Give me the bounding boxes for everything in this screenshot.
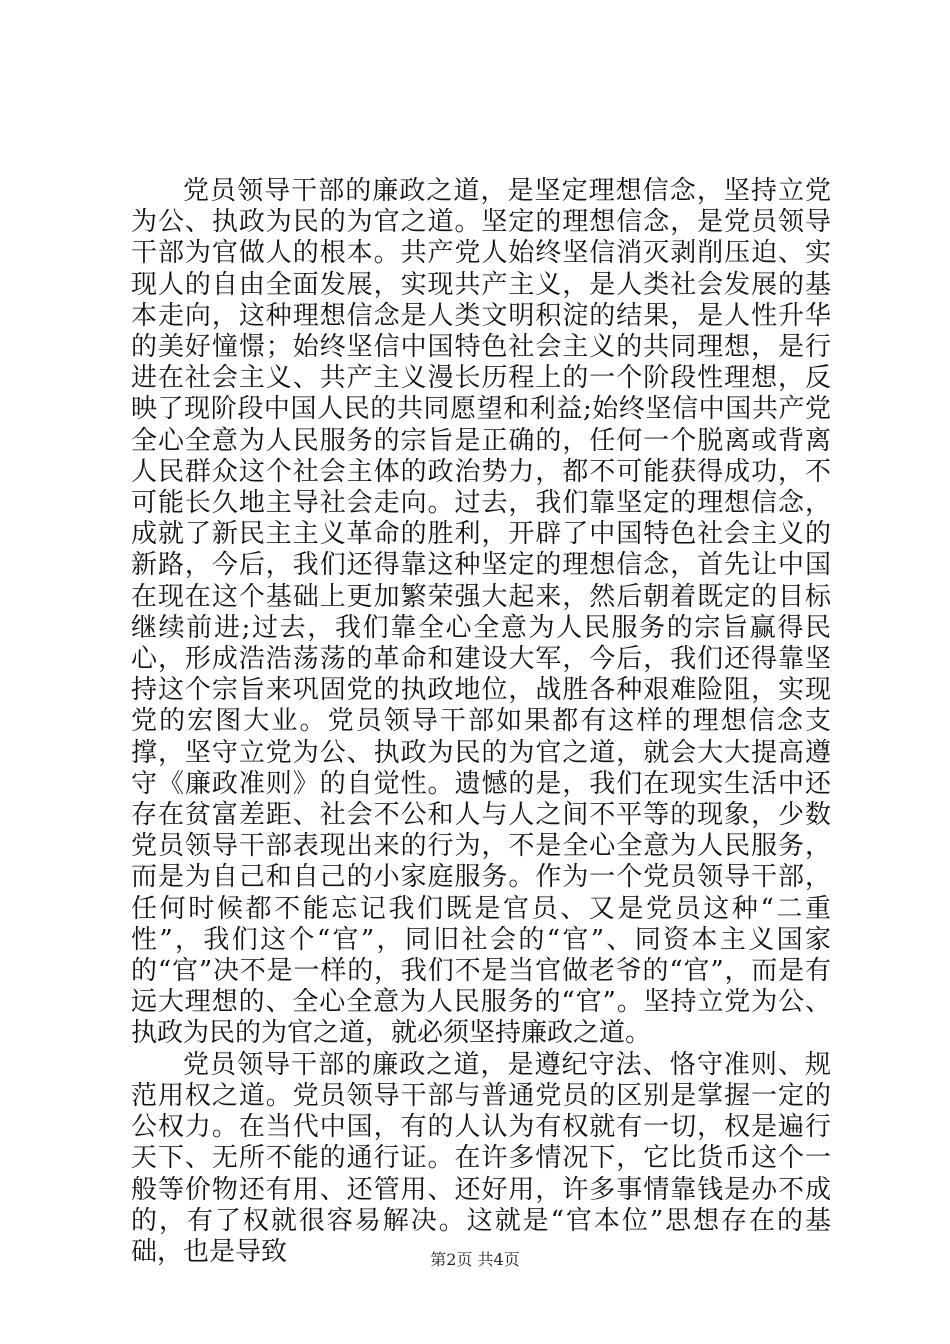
page-number-label: 第2页 共4页	[430, 1250, 520, 1269]
paragraph-2: 党员领导干部的廉政之道，是遵纪守法、恪守准则、规范用权之道。党员领导干部与普通党员的区别是掌握一定的公权力。在当代中国，有的人认为有权就有一切，权是遍行天下、无所不能的通行证。在许多情况下，它比货币这个一般等价物还有用、还管用、还好用，许多事情靠钱是办不成的，有了权就很容易解决。这就是“官本位”思想存在的基础，也是导致	[131, 1049, 831, 1267]
page-footer	[0, 1247, 950, 1270]
document-body	[131, 176, 831, 1268]
paragraph-1: 党员领导干部的廉政之道，是坚定理想信念，坚持立党为公、执政为民的为官之道。坚定的理想信念，是党员领导干部为官做人的根本。共产党人始终坚信消灭剥削压迫、实现人的自由全面发展，实现共产主义，是人类社会发展的基本走向，这种理想信念是人类文明积淀的结果，是人性升华的美好憧憬；始终坚信中国特色社会主义的共同理想，是行进在社会主义、共产主义漫长历程上的一个阶段性理想，反映了现阶段中国人民的共同愿望和利益;始终坚信中国共产党全心全意为人民服务的宗旨是正确的，任何一个脱离或背离人民群众这个社会主体的政治势力，都不可能获得成功，不可能长久地主导社会走向。过去，我们靠坚定的理想信念，成就了新民主主义革命的胜利，开辟了中国特色社会主义的新路，今后，我们还得靠这种坚定的理想信念，首先让中国在现在这个基础上更加繁荣强大起来，然后朝着既定的目标继续前进;过去，我们靠全心全意为人民服务的宗旨赢得民心，形成浩浩荡荡的革命和建设大军，今后，我们还得靠坚持这个宗旨来巩固党的执政地位，战胜各种艰难险阻，实现党的宏图大业。党员领导干部如果都有这样的理想信念支撑，坚守立党为公、执政为民的为官之道，就会大大提高遵守《廉政准则》的自觉性。遗憾的是，我们在现实生活中还存在贫富差距、社会不公和人与人之间不平等的现象，少数党员领导干部表现出来的行为，不是全心全意为人民服务，而是为自己和自己的小家庭服务。作为一个党员领导干部，任何时候都不能忘记我们既是官员、又是党员这种“二重性”，我们这个“官”，同旧社会的“官”、同资本主义国家的“官”决不是一样的，我们不是当官做老爷的“官”，而是有远大理想的、全心全意为人民服务的“官”。坚持立党为公、执政为民的为官之道，就必须坚持廉政之道。	[131, 176, 831, 1049]
